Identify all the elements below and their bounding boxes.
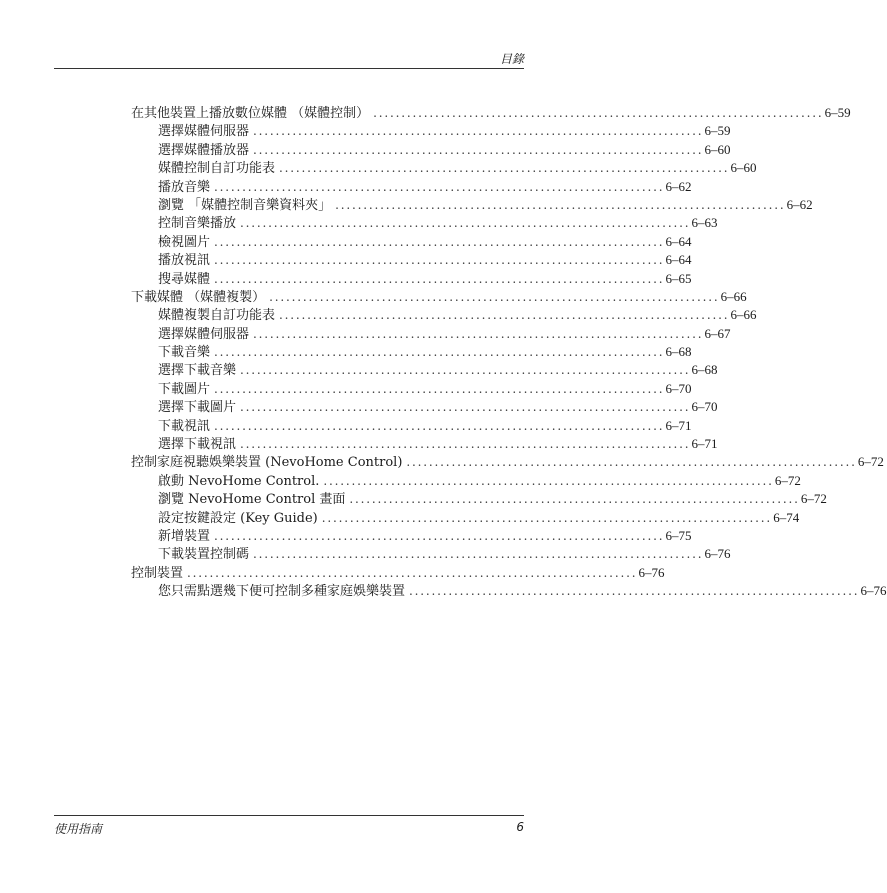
toc-entry[interactable]	[131, 251, 692, 269]
toc-entry-page: 6–76	[860, 583, 887, 599]
toc-entry-label: 瀏覽 「媒體控制音樂資料夾」	[158, 197, 332, 213]
toc-entry[interactable]	[131, 178, 692, 196]
toc-entry-label: 播放視訊	[158, 253, 211, 269]
toc-entry-label: 控制裝置	[131, 565, 184, 581]
dot-leader	[214, 527, 662, 545]
toc-entry-page: 6–76	[638, 564, 665, 580]
toc-entry-page: 6–65	[665, 270, 692, 286]
toc-entry-label: 下載圖片	[158, 381, 211, 397]
footer-title: 使用指南	[54, 822, 103, 836]
dot-leader	[214, 380, 662, 398]
dot-leader	[322, 509, 770, 527]
toc-entry-page: 6–72	[800, 491, 827, 507]
toc-entry[interactable]	[131, 214, 718, 232]
toc-entry-label: 您只需點選幾下便可控制多種家庭娛樂裝置	[158, 584, 406, 600]
toc-entry[interactable]	[131, 270, 692, 288]
toc-entry[interactable]	[131, 343, 692, 361]
toc-entry[interactable]	[131, 545, 731, 563]
toc-entry-page: 6–68	[665, 344, 692, 360]
toc-entry-page: 6–59	[824, 105, 851, 120]
toc-entry-page: 6–76	[704, 546, 731, 562]
dot-leader	[214, 178, 662, 196]
toc-entry-page: 6–72	[857, 454, 884, 470]
toc-entry-page: 6–71	[665, 417, 692, 433]
toc-entry-label: 在其他裝置上播放數位媒體 （媒體控制）	[131, 106, 370, 121]
toc-entry[interactable]	[131, 159, 757, 177]
dot-leader	[323, 472, 771, 490]
dot-leader	[373, 104, 821, 122]
dot-leader	[279, 159, 727, 177]
toc-entry-page: 6–66	[720, 288, 747, 304]
toc-entry-label: 下載裝置控制碼	[158, 547, 250, 563]
toc-entry[interactable]	[131, 490, 827, 508]
toc-entry-label: 媒體控制自訂功能表	[158, 161, 276, 177]
toc-entry[interactable]	[131, 564, 665, 582]
page-header	[54, 52, 524, 69]
toc-entry-label: 選擇下載圖片	[158, 400, 237, 416]
toc-entry[interactable]	[131, 472, 801, 490]
toc-entry-label: 控制家庭視聽娛樂裝置 (NevoHome Control)	[131, 455, 403, 471]
toc-entry-page: 6–62	[665, 178, 692, 194]
toc-entry[interactable]	[131, 122, 731, 140]
dot-leader	[253, 325, 701, 343]
dot-leader	[214, 270, 662, 288]
toc-entry[interactable]	[131, 417, 692, 435]
toc-entry-label: 控制音樂播放	[158, 216, 237, 232]
toc-entry-page: 6–63	[691, 215, 718, 231]
dot-leader	[240, 398, 688, 416]
toc-entry[interactable]	[131, 435, 718, 453]
toc-entry-page: 6–70	[665, 380, 692, 396]
dot-leader	[214, 417, 662, 435]
toc-entry-label: 檢視圖片	[158, 234, 211, 250]
dot-leader	[240, 435, 688, 453]
toc-entry[interactable]	[131, 233, 692, 251]
dot-leader	[335, 196, 783, 214]
toc-entry[interactable]	[131, 453, 884, 471]
toc-entry-label: 設定按鍵設定 (Key Guide)	[158, 510, 318, 526]
toc-entry-label: 選擇下載音樂	[158, 363, 237, 379]
toc-entry[interactable]	[131, 196, 813, 214]
toc-entry[interactable]	[131, 141, 731, 159]
toc-entry-label: 選擇下載視訊	[158, 437, 237, 453]
toc-entry-page: 6–72	[774, 472, 801, 488]
toc-entry-label: 下載音樂	[158, 345, 211, 361]
toc-entry-label: 選擇媒體伺服器	[158, 124, 250, 140]
toc-entry-label: 播放音樂	[158, 179, 211, 195]
dot-leader	[214, 251, 662, 269]
toc-entry-page: 6–64	[665, 252, 692, 268]
dot-leader	[187, 564, 635, 582]
toc-entry[interactable]	[131, 380, 692, 398]
page-footer	[54, 815, 524, 837]
toc-entry-page: 6–67	[704, 325, 731, 341]
toc-entry-page: 6–60	[704, 141, 731, 157]
toc-entry[interactable]	[131, 527, 692, 545]
dot-leader	[279, 306, 727, 324]
toc-entry-page: 6–75	[665, 527, 692, 543]
toc-entry-page: 6–68	[691, 362, 718, 378]
dot-leader	[240, 214, 688, 232]
toc-entry[interactable]	[131, 509, 800, 527]
toc-entry-label: 媒體複製自訂功能表	[158, 308, 276, 324]
toc-entry[interactable]	[131, 288, 747, 306]
toc-entry-page: 6–71	[691, 436, 718, 452]
dot-leader	[406, 453, 854, 471]
page-number: 6	[516, 820, 524, 834]
toc-entry[interactable]	[131, 361, 718, 379]
toc-entry-page: 6–66	[730, 307, 757, 323]
toc-entry[interactable]	[131, 398, 718, 416]
toc-entry-label: 搜尋媒體	[158, 271, 211, 287]
toc-entry-label: 下載媒體 （媒體複製）	[131, 289, 266, 305]
dot-leader	[253, 122, 701, 140]
toc-entry-label: 啟動 NevoHome Control.	[158, 473, 320, 489]
toc-entry-label: 新增裝置	[158, 528, 211, 544]
toc-entry-label: 瀏覽 NevoHome Control 畫面	[158, 492, 346, 508]
toc-entry-label: 下載視訊	[158, 418, 211, 434]
dot-leader	[253, 545, 701, 563]
dot-leader	[409, 582, 857, 600]
table-of-contents	[131, 104, 887, 601]
toc-entry-page: 6–74	[773, 509, 800, 525]
header-title: 目錄	[499, 52, 524, 66]
dot-leader	[269, 288, 717, 306]
toc-entry-page: 6–64	[665, 233, 692, 249]
toc-entry-page: 6–62	[786, 196, 813, 212]
toc-entry-page: 6–59	[704, 123, 731, 139]
dot-leader	[349, 490, 797, 508]
dot-leader	[240, 361, 688, 379]
dot-leader	[214, 233, 662, 251]
toc-entry[interactable]	[131, 104, 851, 122]
toc-entry-page: 6–60	[730, 160, 757, 176]
dot-leader	[214, 343, 662, 361]
dot-leader	[253, 141, 701, 159]
toc-entry[interactable]	[131, 582, 887, 600]
toc-entry-label: 選擇媒體伺服器	[158, 326, 250, 342]
toc-entry[interactable]	[131, 306, 757, 324]
toc-entry-page: 6–70	[691, 399, 718, 415]
toc-entry-label: 選擇媒體播放器	[158, 142, 250, 158]
toc-entry[interactable]	[131, 325, 731, 343]
